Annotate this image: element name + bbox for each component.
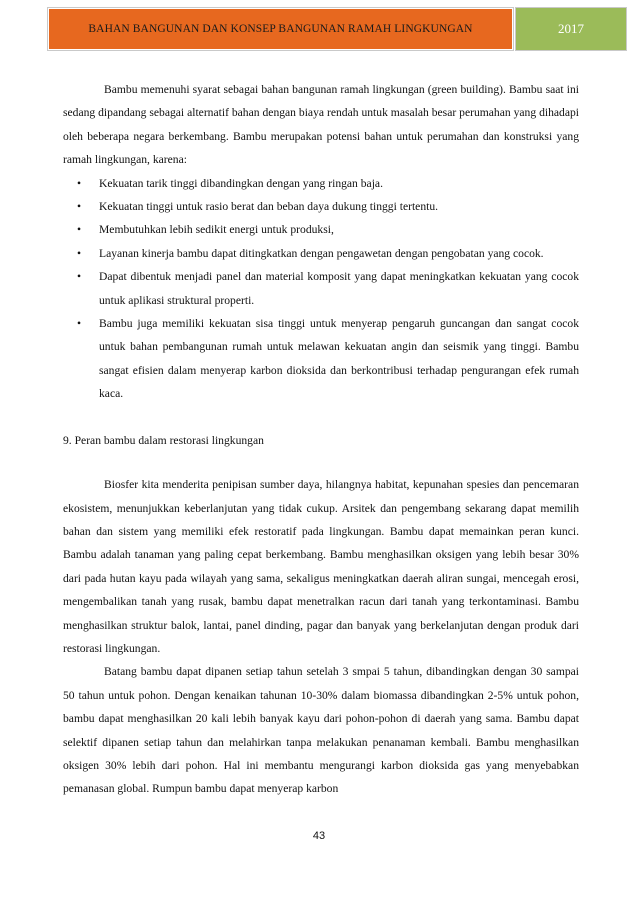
list-item [63, 172, 579, 195]
bullet-icon: • [77, 317, 82, 331]
bullet-list [63, 172, 579, 406]
bullet-icon: • [77, 246, 82, 260]
list-item [63, 265, 579, 312]
bullet-icon: • [77, 176, 82, 190]
list-item [63, 195, 579, 218]
list-item-text: Kekuatan tinggi untuk rasio berat dan beban daya dukung tinggi tertentu. [99, 200, 439, 214]
page-content [63, 78, 579, 801]
bullet-icon: • [77, 270, 82, 284]
list-item-text: Layanan kinerja bambu dapat ditingkatkan dengan pengawetan dengan pengobatan yang cocok. [99, 246, 544, 260]
bullet-icon: • [77, 223, 82, 237]
bullet-icon: • [77, 200, 82, 214]
list-item-text: Dapat dibentuk menjadi panel dan material komposit yang dapat meningkatkan kekuatan yang cocok untuk aplikasi struktural properti. [99, 270, 579, 307]
list-item [63, 242, 579, 265]
body-paragraph: Batang bambu dapat dipanen setiap tahun setelah 3 smpai 5 tahun, dibandingkan dengan 30 sampai 50 tahun untuk pohon. Dengan kenaikan tahunan 10-30% dalam biomassa dibandingkan 2-5% untuk pohon, bambu dapat menghasilkan 20 kali lebih banyak kayu dari pohon-pohon di daerah yang sama. Bambu dapat selektif dipanen setiap tahun dan melahirkan tanpa melakukan penanaman kembali. Bambu menghasilkan oksigen 30% lebih dari pohon. Hal ini membantu mengurangi karbon dioksida gas yang menyebabkan pemanasan global. Rumpun bambu dapat menyerap karbon [63, 665, 579, 796]
page-header [48, 8, 626, 50]
page-number: 43 [312, 830, 326, 842]
list-item-text: Kekuatan tarik tinggi dibandingkan dengan yang ringan baja. [99, 176, 383, 190]
list-item-text: Membutuhkan lebih sedikit energi untuk produksi, [99, 223, 334, 237]
header-year: 2017 [516, 8, 626, 50]
intro-paragraph: Bambu memenuhi syarat sebagai bahan bangunan ramah lingkungan (green building). Bambu saat ini sedang dipandang sebagai alternatif bahan dengan biaya rendah untuk masalah besar perumahan yang dihadapi oleh beberapa negara berkembang. Bambu merupakan potensi bahan untuk perumahan dan konstruksi yang ramah lingkungan, karena: [63, 83, 579, 167]
section-heading: 9. Peran bambu dalam restorasi lingkungan [63, 433, 264, 447]
list-item [63, 218, 579, 241]
list-item-text: Bambu juga memiliki kekuatan sisa tinggi untuk menyerap pengaruh guncangan dan sangat cocok untuk bahan pembangunan rumah untuk melawan kekuatan angin dan seismik yang tinggi. Bambu sangat efisien dalam menyerap karbon dioksida dan berkontribusi terhadap pengurangan efek rumah kaca. [99, 317, 579, 401]
header-title: BAHAN BANGUNAN DAN KONSEP BANGUNAN RAMAH LINGKUNGAN [48, 8, 513, 50]
list-item [63, 312, 579, 406]
body-paragraph: Biosfer kita menderita penipisan sumber daya, hilangnya habitat, kepunahan spesies dan pencemaran ekosistem, menunjukkan keberlanjutan yang tidak cukup. Arsitek dan pengembang sekarang dapat memilih bahan dan sistem yang memiliki efek restoratif pada lingkungan. Bambu dapat memainkan peran kunci. Bambu adalah tanaman yang paling cepat berkembang. Bambu menghasilkan oksigen yang lebih besar 30% dari pada hutan kayu pada wilayah yang sama, sekaligus meningkatkan daerah aliran sungai, mencegah erosi, mengembalikan tanah yang rusak, bambu dapat menetralkan racun dari tanah yang terkontaminasi. Bambu menghasilkan struktur balok, lantai, panel dinding, pagar dan banyak yang berkelanjutan dengan produk dari restorasi lingkungan. [63, 478, 579, 655]
